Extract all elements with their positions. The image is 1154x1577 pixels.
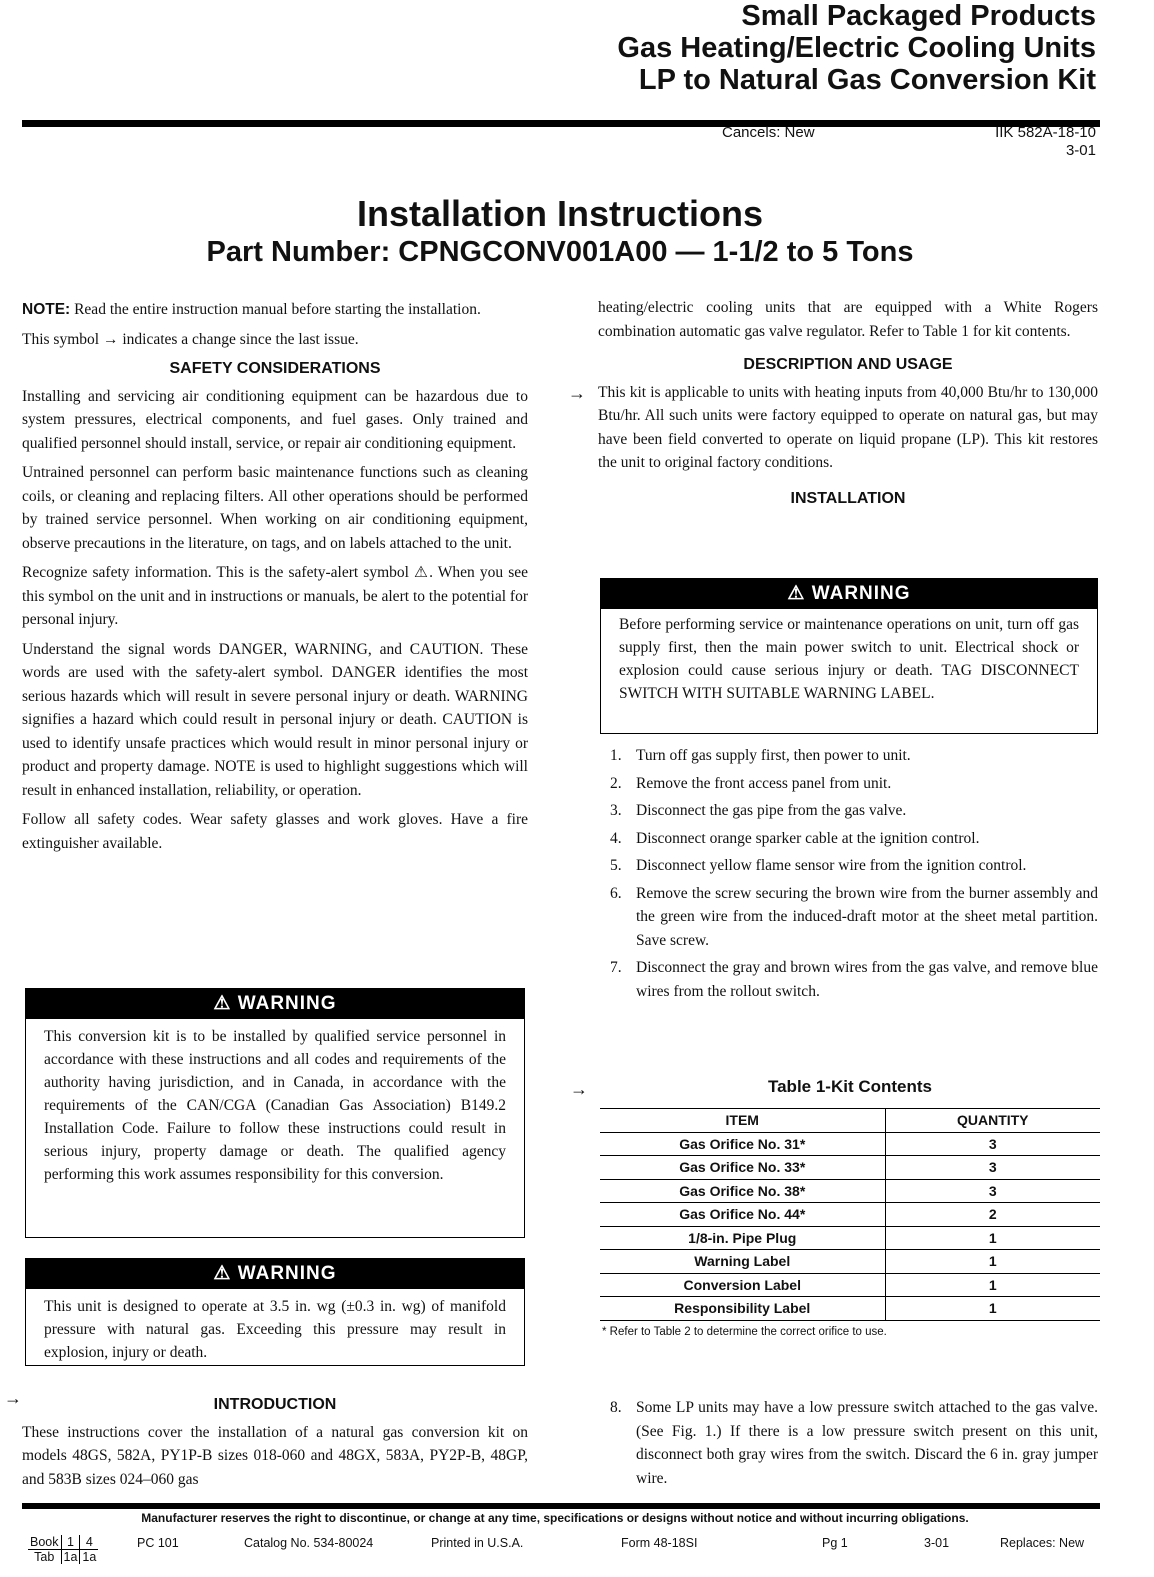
step bbox=[598, 827, 1098, 851]
warning-text: Before performing service or maintenance operations on unit, turn off gas supply first, then the main power switch to unit. Electrical shock or explosion could cause serious injury or death. TAG DISCONNECT SWITCH WITH SUITABLE WARNING LABEL. bbox=[619, 616, 1079, 702]
warning-title: ⚠ WARNING bbox=[601, 579, 1097, 609]
paragraph: Untrained personnel can perform basic maintenance functions such as cleaning coils, or cleaning and replacing filters. All other operations should be performed by trained service personnel. When working on air conditioning equipment, observe precautions in the literature, on tags, and on labels attached to the unit. bbox=[22, 464, 528, 552]
pc-number: PC 101 bbox=[137, 1536, 179, 1550]
book-value: 1 bbox=[61, 1535, 80, 1550]
warning-box-3 bbox=[600, 578, 1098, 734]
page-title: Installation Instructions bbox=[356, 193, 764, 234]
step-number: 6. bbox=[610, 884, 622, 902]
warning-box-2 bbox=[25, 1258, 525, 1366]
note-text: Read the entire instruction manual before starting the installation. bbox=[70, 301, 481, 318]
change-arrow: → bbox=[4, 1388, 22, 1408]
book-value: 4 bbox=[80, 1535, 98, 1550]
book-label: Book bbox=[28, 1535, 61, 1550]
step-text: Remove the front access panel from unit. bbox=[636, 774, 892, 792]
page-number: Pg 1 bbox=[822, 1536, 848, 1550]
step-text: Disconnect the gas pipe from the gas valve. bbox=[636, 802, 907, 819]
quantity-cell: 1 bbox=[885, 1273, 1100, 1297]
quantity-cell: 1 bbox=[885, 1250, 1100, 1274]
installation-heading: INSTALLATION bbox=[790, 489, 906, 507]
cancels: Cancels: New bbox=[722, 124, 815, 141]
column-header: QUANTITY bbox=[885, 1109, 1100, 1133]
form-number: Form 48-18SI bbox=[621, 1536, 698, 1550]
description-heading: DESCRIPTION AND USAGE bbox=[743, 356, 953, 373]
step-number: 8. bbox=[610, 1399, 622, 1416]
tab-value: 1a bbox=[61, 1550, 80, 1565]
quantity-cell: 3 bbox=[885, 1132, 1100, 1156]
printed-in: Printed in U.S.A. bbox=[431, 1536, 524, 1550]
change-arrow: → bbox=[570, 1079, 588, 1099]
table-footnote: * Refer to Table 2 to determine the correct orifice to use. bbox=[602, 1326, 887, 1338]
part-number: Part Number: CPNGCONV001A00 — 1-1/2 to 5 Tons bbox=[206, 236, 914, 268]
step bbox=[598, 882, 1098, 953]
table-row bbox=[600, 1297, 1100, 1321]
step-number: 2. bbox=[610, 774, 622, 792]
step-number: 7. bbox=[610, 959, 622, 976]
header-line: Small Packaged Products bbox=[741, 0, 1096, 32]
quantity-cell: 3 bbox=[885, 1179, 1100, 1203]
table-row bbox=[600, 1203, 1100, 1227]
paragraph: Understand the signal words DANGER, WARNING, and CAUTION. These words are used with the safety-alert symbol. DANGER identifies the most serious hazards which will result in severe personal injury or death. WARNING signifies a hazard which could result in personal injury or death. CAUTION is used to identify unsafe practices which would result in minor personal injury or product and property damage. NOTE is used to highlight suggestions which will result in enhanced installation, reliability, or operation. bbox=[22, 640, 528, 799]
step-number: 5. bbox=[610, 857, 622, 874]
catalog-number: Catalog No. 534-80024 bbox=[244, 1536, 374, 1550]
step bbox=[598, 854, 1098, 878]
warning-text: This conversion kit is to be installed by qualified service personnel in accordance with these instructions and all codes and requirements of the authority having jurisdiction, and in Canada, in accordance with the requirements of the CAN/CGA (Canadian Gas Association) B149.2 Installation Code. Failure to follow these instructions could result in serious injury, property damage or death. The qualified agency performing this work assumes responsibility for this conversion. bbox=[44, 1028, 506, 1183]
step-text: Disconnect yellow flame sensor wire from the ignition control. bbox=[636, 857, 1027, 874]
warning-title: ⚠ WARNING bbox=[26, 989, 524, 1019]
warning-title: ⚠ WARNING bbox=[26, 1259, 524, 1289]
item-cell: Warning Label bbox=[600, 1250, 885, 1274]
tab-label: Tab bbox=[28, 1550, 61, 1565]
step-text: Disconnect orange sparker cable at the ignition control. bbox=[636, 829, 980, 847]
tab-value: 1a bbox=[82, 1550, 97, 1564]
step bbox=[598, 772, 1098, 796]
header-line: Gas Heating/Electric Cooling Units bbox=[617, 32, 1096, 64]
doc-date: 3-01 bbox=[1065, 142, 1096, 159]
disclaimer: Manufacturer reserves the right to discontinue, or change at any time, specifications or designs without notice and without incurring obligations. bbox=[141, 1511, 969, 1525]
table-row bbox=[600, 1226, 1100, 1250]
warning-text: This unit is designed to operate at 3.5 in. wg (±0.3 in. wg) of manifold pressure with natural gas. Exceeding this pressure may result in explosion, injury or death. bbox=[44, 1298, 506, 1361]
quantity-cell: 1 bbox=[885, 1226, 1100, 1250]
item-cell: Gas Orifice No. 33* bbox=[600, 1156, 885, 1180]
quantity-cell: 3 bbox=[885, 1156, 1100, 1180]
steps-list bbox=[598, 744, 1098, 1007]
book-tab-index bbox=[28, 1535, 98, 1564]
warning-box-1 bbox=[25, 988, 525, 1238]
table-row bbox=[600, 1132, 1100, 1156]
footer-date: 3-01 bbox=[924, 1536, 950, 1550]
column-header: ITEM bbox=[600, 1109, 885, 1133]
table-row bbox=[600, 1179, 1100, 1203]
right-column bbox=[598, 296, 1098, 514]
table-row bbox=[600, 1273, 1100, 1297]
step bbox=[598, 744, 1098, 768]
step-number: 3. bbox=[610, 802, 622, 819]
note-label: NOTE: bbox=[22, 301, 71, 318]
paragraph: These instructions cover the installation of a natural gas conversion kit on models 48GS, 582A, PY1P-B sizes 018-060 and 48GX, 583A, PY2P-B, 48GP, and 583B sizes 024–060 gas bbox=[22, 1423, 528, 1488]
item-cell: Gas Orifice No. 31* bbox=[600, 1132, 885, 1156]
step-text: Turn off gas supply first, then power to unit. bbox=[636, 747, 911, 764]
left-column bbox=[22, 298, 528, 861]
table-row bbox=[600, 1156, 1100, 1180]
intro-heading: INTRODUCTION bbox=[213, 1396, 337, 1413]
steps-list-cont bbox=[598, 1396, 1098, 1494]
item-cell: Gas Orifice No. 38* bbox=[600, 1179, 885, 1203]
paragraph: heating/electric cooling units that are equipped with a White Rogers combination automatic gas valve regulator. Refer to Table 1 for kit contents. bbox=[598, 299, 1098, 340]
step bbox=[598, 1396, 1098, 1490]
item-cell: Gas Orifice No. 44* bbox=[600, 1203, 885, 1227]
header-line: LP to Natural Gas Conversion Kit bbox=[638, 64, 1096, 96]
header-title bbox=[617, 0, 1096, 96]
header-rule bbox=[22, 120, 1100, 127]
step-text: Remove the screw securing the brown wire from the burner assembly and the green wire from the induced-draft motor at the sheet metal partition. Save screw. bbox=[636, 884, 1098, 949]
step-text: Some LP units may have a low pressure switch attached to the gas valve. (See Fig. 1.) If there is a low pressure switch present on this unit, disconnect both gray wires from the switch. Discard the 6 in. gray jumper wire. bbox=[636, 1399, 1098, 1487]
table-title: Table 1-Kit Contents bbox=[767, 1077, 933, 1096]
symbol-note: This symbol → indicates a change since the last issue. bbox=[22, 330, 359, 348]
change-arrow: → bbox=[568, 383, 586, 403]
introduction bbox=[22, 1387, 528, 1497]
step bbox=[598, 799, 1098, 823]
item-cell: Conversion Label bbox=[600, 1273, 885, 1297]
paragraph: Installing and servicing air conditioning equipment can be hazardous due to system pressures, electrical components, and fuel gases. Only trained and qualified personnel should install, service, or repair air conditioning equipment. bbox=[22, 387, 528, 452]
footer-rule bbox=[22, 1503, 1100, 1509]
paragraph: This kit is applicable to units with heating inputs from 40,000 Btu/hr to 130,000 Btu/hr. All such units were factory equipped to operate on natural gas, but may have been field converted to operate on liquid propane (LP). This kit restores the unit to original factory conditions. bbox=[598, 383, 1098, 471]
replaces: Replaces: New bbox=[1000, 1536, 1085, 1550]
safety-heading: SAFETY CONSIDERATIONS bbox=[169, 360, 381, 377]
paragraph: Follow all safety codes. Wear safety glasses and work gloves. Have a fire extinguisher available. bbox=[22, 811, 528, 852]
item-cell: Responsibility Label bbox=[600, 1297, 885, 1321]
item-cell: 1/8-in. Pipe Plug bbox=[600, 1226, 885, 1250]
doc-id: IIK 582A-18-10 bbox=[995, 124, 1096, 141]
quantity-cell: 1 bbox=[885, 1297, 1100, 1321]
step bbox=[598, 956, 1098, 1003]
step-text: Disconnect the gray and brown wires from the gas valve, and remove blue wires from the rollout switch. bbox=[636, 959, 1098, 1000]
table-header-row bbox=[600, 1109, 1100, 1133]
quantity-cell: 2 bbox=[885, 1203, 1100, 1227]
paragraph: Recognize safety information. This is the safety-alert symbol ⚠. When you see this symbol on the unit and in instructions or manuals, be alert to the potential for personal injury. bbox=[22, 564, 528, 628]
book-tab-table bbox=[28, 1535, 98, 1564]
step-number: 1. bbox=[610, 747, 622, 764]
table-row bbox=[600, 1250, 1100, 1274]
kit-contents-table bbox=[600, 1108, 1100, 1321]
step-number: 4. bbox=[610, 829, 622, 847]
doc-number bbox=[995, 124, 1096, 160]
